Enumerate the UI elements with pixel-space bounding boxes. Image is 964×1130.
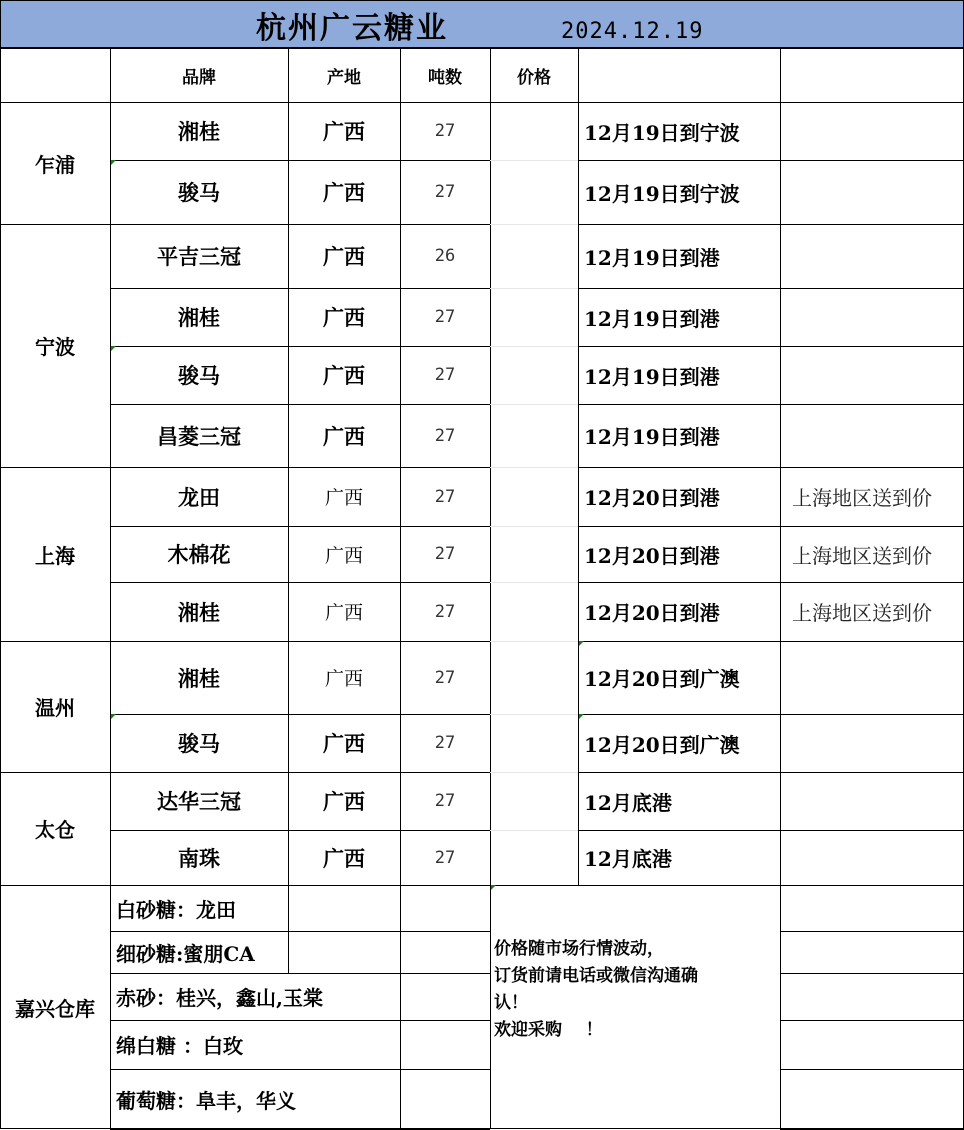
price-cell[interactable] [490, 772, 578, 830]
header-brand: 品牌 [182, 67, 216, 88]
tons-cell: 27 [434, 847, 456, 868]
origin-cell: 广西 [323, 244, 365, 269]
price-row-line [490, 641, 578, 642]
price-row-line [490, 404, 578, 405]
warehouse-side-line [780, 931, 964, 932]
warehouse-mid-line [490, 885, 491, 1129]
note-cell [780, 288, 964, 346]
warehouse-left-line [0, 885, 1, 1129]
price-cell[interactable] [490, 830, 578, 885]
cell-comment-marker [111, 346, 116, 351]
column-line [110, 48, 111, 885]
region-label: 上海 [35, 543, 75, 568]
header-tons: 吨数 [428, 67, 462, 88]
note-cell [780, 772, 964, 830]
origin-cell: 广西 [323, 363, 365, 388]
tons-cell: 27 [434, 425, 456, 446]
brand-cell: 湘桂 [178, 599, 220, 625]
note-cell [780, 160, 964, 224]
tons-cell: 27 [434, 182, 456, 202]
header-top-line [0, 48, 964, 49]
origin-cell: 广西 [323, 180, 365, 205]
origin-cell: 广西 [323, 731, 365, 756]
price-row-line [490, 714, 578, 715]
price-cell[interactable] [490, 467, 578, 526]
price-cell[interactable] [490, 526, 578, 582]
tons-cell: 27 [434, 486, 456, 507]
arrival-cell: 12月19日到宁波 [584, 181, 740, 206]
origin-cell: 广西 [323, 119, 365, 144]
origin-cell: 广西 [324, 602, 363, 624]
cell-comment-marker [491, 885, 496, 890]
title-bar [0, 0, 964, 48]
tons-cell: 27 [434, 733, 456, 753]
arrival-cell: 12月20日到港 [584, 601, 720, 625]
brand-cell: 昌菱三冠 [157, 423, 241, 449]
price-row-line [490, 288, 578, 289]
origin-cell: 广西 [323, 845, 365, 871]
price-cell[interactable] [490, 641, 578, 714]
region-label: 乍浦 [35, 152, 75, 177]
arrival-cell: 12月19日到港 [584, 245, 720, 270]
note-cell [780, 641, 964, 714]
brand-cell: 湘桂 [178, 119, 220, 144]
price-row-line [490, 830, 578, 831]
tons-cell: 27 [434, 601, 456, 622]
price-row-line [490, 467, 578, 468]
tons-cell: 27 [434, 365, 456, 385]
tons-cell: 27 [434, 544, 456, 564]
arrival-cell: 12月20日到广澳 [584, 667, 740, 691]
warehouse-item: 葡萄糖：阜丰，华义 [116, 1088, 296, 1113]
column-line [400, 48, 401, 885]
remark-text: 价格随市场行情波动， 订货前请电话或微信沟通确 认！ 欢迎采购 ！ [494, 939, 698, 1040]
brand-cell: 骏马 [178, 363, 220, 388]
cell-comment-marker [111, 714, 116, 719]
origin-cell: 广西 [324, 487, 363, 509]
region-label: 太仓 [35, 818, 75, 842]
sheet-date: 2024.12.19 [561, 18, 704, 44]
tons-cell: 27 [434, 307, 456, 327]
warehouse-label: 嘉兴仓库 [15, 996, 95, 1021]
brand-cell: 骏马 [178, 180, 220, 205]
warehouse-inner-line [288, 885, 289, 973]
arrival-cell: 12月19日到港 [584, 306, 720, 331]
warehouse-side-line [780, 1069, 964, 1070]
origin-cell: 广西 [324, 544, 363, 567]
cell-comment-marker [579, 714, 584, 719]
brand-cell: 骏马 [178, 731, 220, 756]
price-cell[interactable] [490, 404, 578, 467]
note-cell [780, 346, 964, 404]
brand-cell: 南珠 [178, 845, 220, 871]
cell-comment-marker [111, 160, 116, 165]
arrival-cell: 12月19日到港 [584, 364, 720, 389]
arrival-cell: 12月底港 [584, 847, 672, 871]
warehouse-side-line [780, 1020, 964, 1021]
arrival-cell: 12月20日到广澳 [584, 732, 740, 757]
brand-cell: 达华三冠 [157, 789, 241, 814]
price-row-line [490, 526, 578, 527]
warehouse-side-line [780, 973, 964, 974]
column-line [780, 48, 781, 885]
warehouse-item: 细砂糖:蜜朋CA [116, 941, 255, 966]
price-cell[interactable] [490, 714, 578, 772]
column-line [0, 48, 1, 885]
note-cell: 上海地区送到价 [792, 601, 932, 625]
warehouse-inner-line [400, 885, 401, 1129]
origin-cell: 广西 [324, 668, 363, 690]
region-label: 宁波 [35, 335, 75, 359]
column-line [578, 48, 579, 885]
tons-cell: 26 [434, 246, 456, 266]
note-cell: 上海地区送到价 [792, 486, 932, 510]
price-row-line [490, 224, 578, 225]
arrival-cell: 12月19日到港 [584, 425, 720, 449]
header-origin: 产地 [327, 67, 361, 88]
tons-cell: 27 [434, 791, 456, 811]
origin-cell: 广西 [323, 423, 365, 449]
origin-cell: 广西 [323, 789, 365, 814]
note-cell: 上海地区送到价 [792, 543, 932, 568]
warehouse-item: 绵白糖 ：白玫 [116, 1034, 243, 1058]
column-line [288, 48, 289, 885]
warehouse-right-line [780, 885, 781, 1129]
price-cell[interactable] [490, 346, 578, 404]
price-cell[interactable] [490, 288, 578, 346]
company-title: 杭州广云糖业 [256, 11, 448, 46]
brand-cell: 平吉三冠 [157, 244, 241, 269]
arrival-cell: 12月20日到港 [584, 486, 720, 510]
arrival-cell: 12月19日到宁波 [584, 120, 740, 145]
cell-comment-marker [579, 641, 584, 646]
price-row-line [490, 160, 578, 161]
price-cell[interactable] [490, 224, 578, 288]
warehouse-item: 赤砂：桂兴，鑫山,玉棠 [116, 986, 323, 1010]
price-cell[interactable] [490, 102, 578, 160]
price-row-line [490, 346, 578, 347]
brand-cell: 木棉花 [167, 542, 231, 567]
note-cell [780, 404, 964, 467]
price-row-line [490, 772, 578, 773]
note-cell [780, 224, 964, 288]
price-cell[interactable] [490, 582, 578, 641]
origin-cell: 广西 [323, 305, 365, 330]
arrival-cell: 12月20日到港 [584, 543, 720, 568]
warehouse-left-line [110, 885, 111, 1129]
tons-cell: 27 [434, 667, 456, 688]
note-cell [780, 102, 964, 160]
tons-cell: 27 [434, 121, 456, 141]
brand-cell: 湘桂 [178, 305, 220, 330]
header-bottom-line [0, 102, 964, 103]
price-row-line [490, 582, 578, 583]
note-cell [780, 830, 964, 885]
header-price: 价格 [517, 67, 551, 88]
brand-cell: 龙田 [178, 484, 220, 510]
price-cell[interactable] [490, 160, 578, 224]
arrival-cell: 12月底港 [584, 790, 672, 815]
warehouse-item: 白砂糖：龙田 [116, 897, 236, 922]
brand-cell: 湘桂 [178, 665, 220, 691]
region-label: 温州 [35, 696, 75, 720]
note-cell [780, 714, 964, 772]
